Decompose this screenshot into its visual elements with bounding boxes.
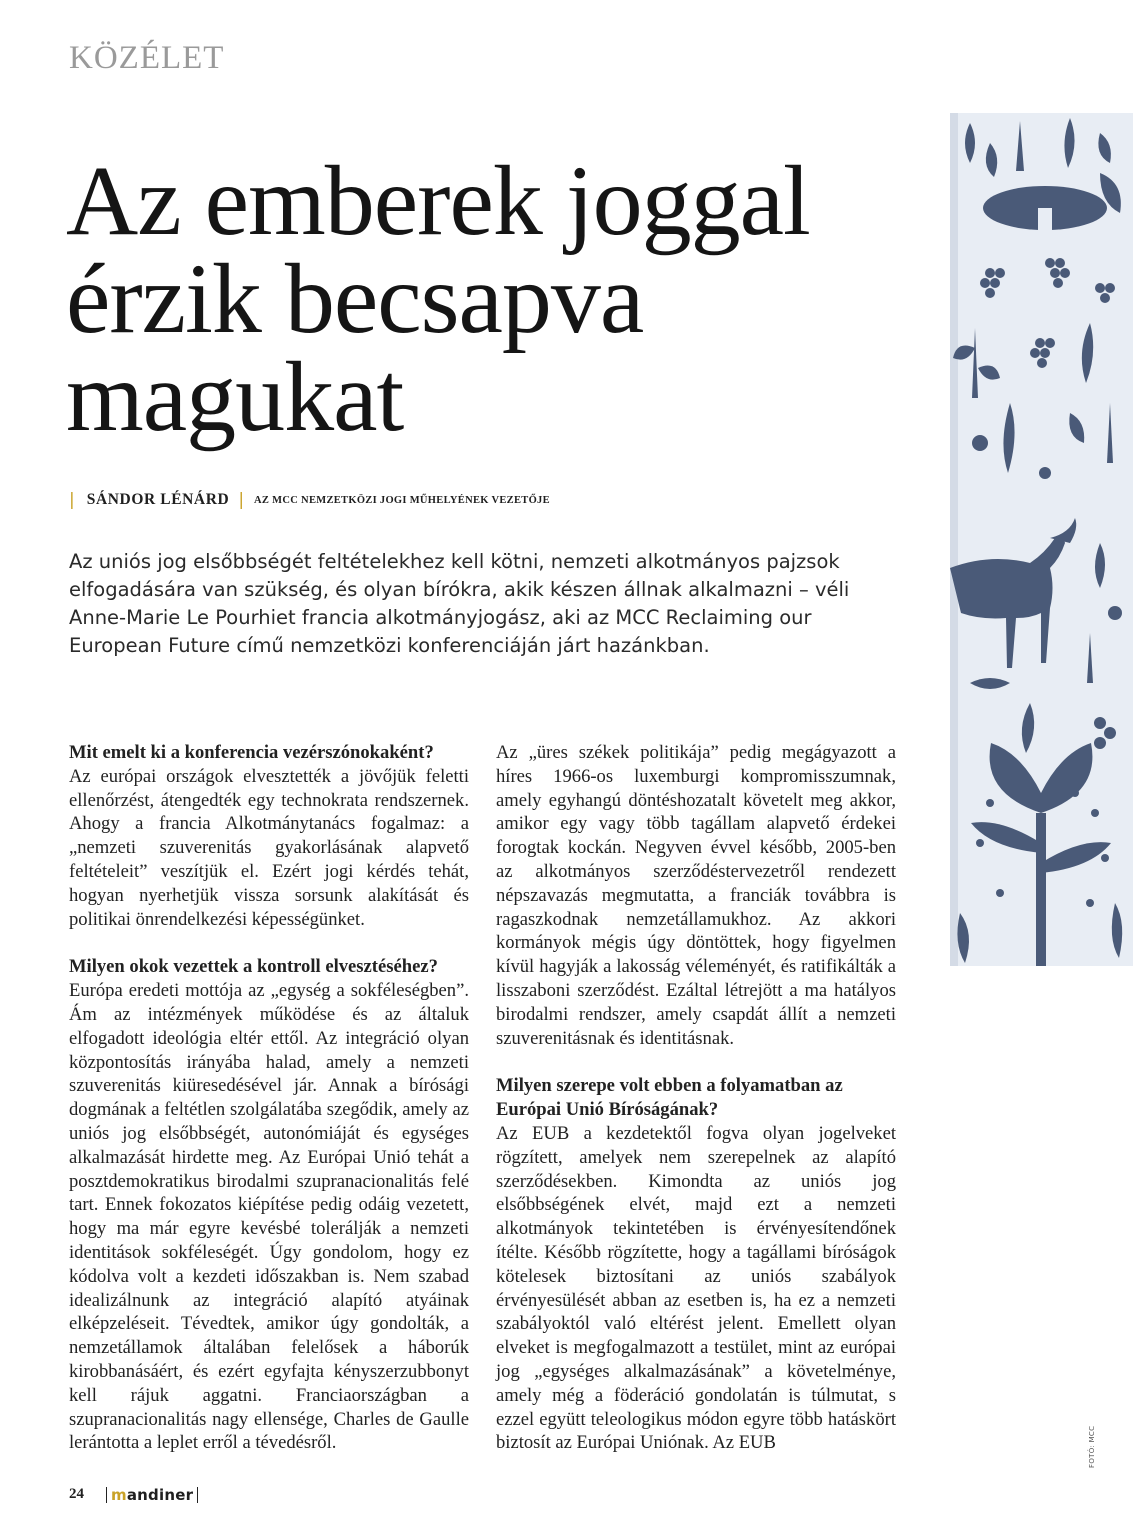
mandiner-logo: mandiner	[106, 1487, 198, 1503]
lead-paragraph: Az uniós jog elsőbbségét feltételekhez kell kötni, nemzeti alkotmányos pajzsok elfogadására van szükség, és olyan bírókra, akik készen állnak alkalmazni – véli Anne-Marie Le Pourhiet francia alkotmányjogász, aki az MCC Reclaiming our European Future című nemzetközi konferenciáján járt hazánkban.	[69, 550, 850, 657]
page-footer	[69, 1486, 198, 1503]
article-column-left	[69, 741, 469, 1455]
interview-question: Milyen szerepe volt ebben a folyamatban az Európai Unió Bíróságának?	[496, 1075, 843, 1121]
headline-line-2: érzik becsapva	[66, 243, 644, 354]
interview-answer: Az európai országok elvesztették a jövőjük feletti ellenőrzést, átengedték egy technokrata rendszernek. Ahogy a francia Alkotmánytanács fogalmaz: a „nemzeti szuverenitás gyakorlásának alapvető feltételeit” veszítjük el. Ezért jogi kérdés tehát, hogyan nyerhetjük vissza sorsunk alakítását és politikai önrendelkezési képességünket.	[69, 765, 469, 930]
author-role: AZ MCC NEMZETKÖZI JOGI MŰHELYÉNEK VEZETŐJE	[254, 494, 550, 506]
author-name: SÁNDOR LÉNÁRD	[86, 491, 230, 508]
page-number: 24	[69, 1486, 84, 1502]
byline	[69, 490, 550, 510]
interview-answer: Az „üres székek politikája” pedig megágyazott a híres 1966-os luxemburgi kompromisszumnak, amely egyhangú döntéshozatalt követelt meg akkor, amikor egy vagy több tagállam alapvető érdekei forogtak kockán. Negyven évvel később, 2005-ben az alkotmányos szerződéstervezetről rendezett népszavazás megmutatta, a franciák továbbra is ragaszkodnak nemzetállamukhoz. Az akkori kormányok mégis úgy döntöttek, hogy figyelmen kívül hagyják a lakosság véleményét, és ratifikálták a lisszaboni szerződést. Ezáltal létrejött a ma hatályos birodalmi rendszer, amely csapdát állít a nemzeti szuverenitásnak és identitásnak.	[496, 742, 896, 1049]
byline-divider-icon: |	[69, 490, 75, 510]
byline-divider-icon: |	[238, 490, 245, 510]
interview-answer: Az EUB a kezdetektől fogva olyan jogelveket rögzített, amelyek nem szerepelnek az alapító szerződésekben. Kimondta az uniós jog elsőbbségének elvét, majd ezt a nemzeti alkotmányok tekintetében is érvényesítendőnek ítélte. Később rögzítette, hogy a tagállami bíróságok kötelesek biztosítani az uniós szabályok érvényesülését abban az esetben is, ha ez a nemzeti szabályoktól való eltérést jelent. Emellett olyan elveket is megfogalmazott a testület, mint az európai jog „egységes alkalmazásának” a követelménye, amely még a föderáció gondolatán is túlmutat, s ezzel együtt teleologikus módon egyre több hatáskört biztosít az Európai Uniónak. Az EUB	[496, 1122, 896, 1454]
headline-line-1: Az emberek joggal	[66, 145, 810, 256]
interview-question: Mit emelt ki a konferencia vezérszónokaként?	[69, 742, 434, 763]
section-label: KÖZÉLET	[69, 40, 225, 76]
folk-art-illustration	[950, 113, 1133, 966]
interview-answer: Európa eredeti mottója az „egység a sokféleségben”. Ám az intézmények működése és az általuk elfogadott ideológia eltér ettől. Az integráció olyan központosítás irányába halad, amely a nemzeti szuverenitás kiüresedésével jár. Annak a bírósági dogmának a feltétlen szolgálatába szegődik, amely az uniós jog elsőbbségét, autonómiáját és egységes alkalmazását hirdette meg. Az Európai Unió tehát a posztdemokratikus birodalmi szupranacionalitás felé tart. Ennek fokozatos kiépítése pedig odáig vezetett, hogy ma már egyre kevésbé tolerálják a nemzeti identitások sokféleségét. Úgy gondolom, hogy ez kódolva volt a kezdeti időszakban is. Nem szabad idealizálnunk az integráció alapító atyáinak elképzeléseit. Tévedtek, amikor úgy gondolták, a nemzetállamok általában felelősek a háborúk kirobbanásáért, és ezért egyfajta kényszerzubbonyt kell rájuk aggatni. Franciaországban a szupranacionalitás nagy ellensége, Charles de Gaulle lerántotta a leplet erről a tévedésről.	[69, 980, 469, 1454]
folk-art-photo	[950, 113, 1133, 966]
headline-line-3: magukat	[66, 341, 404, 452]
photo-credit: FOTÓ: MCC	[1088, 1425, 1096, 1468]
article-column-right	[496, 741, 896, 1455]
headline	[66, 145, 926, 452]
interview-question: Milyen okok vezettek a kontroll elvesztéséhez?	[69, 956, 438, 978]
